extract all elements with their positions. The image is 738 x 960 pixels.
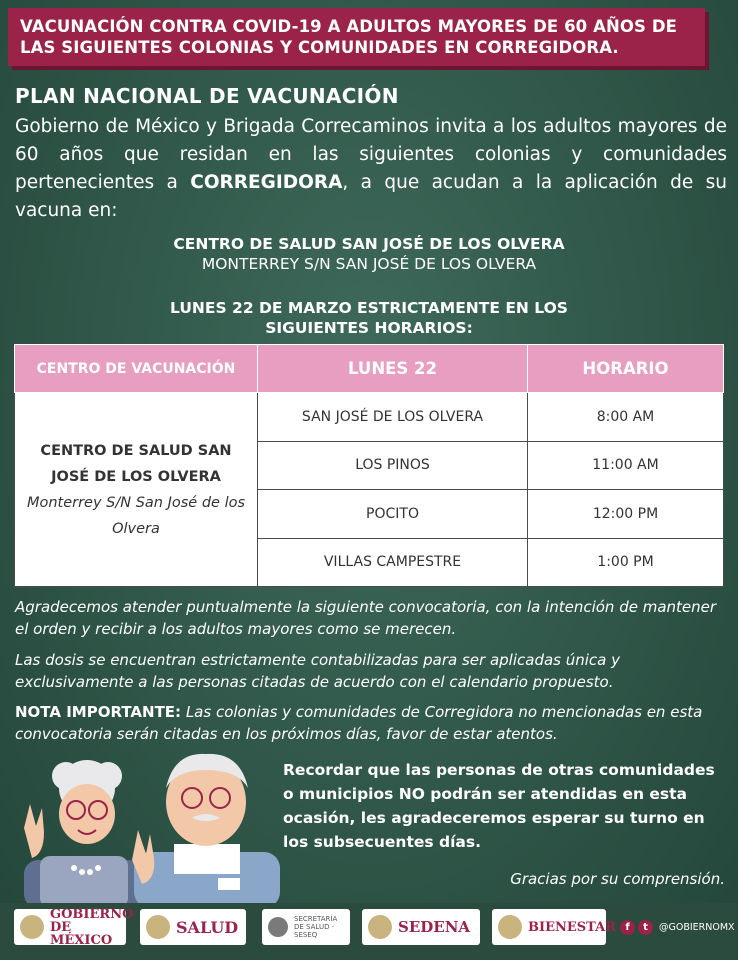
header-vaccination-center: CENTRO DE VACUNACIÓN (15, 345, 258, 393)
schedule-heading-line-1: LUNES 22 DE MARZO ESTRICTAMENTE EN LOS (170, 299, 568, 317)
intro-paragraph (15, 113, 727, 225)
schedule-heading-line-2: SIGUIENTES HORARIOS: (265, 319, 473, 337)
banner-line-2: LAS SIGUIENTES COLONIAS Y COMUNIDADES EN CORREGIDORA. (20, 38, 619, 57)
center-name-line-2: JOSÉ DE LOS OLVERA (51, 468, 221, 485)
reminder-text: Recordar que las personas de otras comunidades o municipios NO podrán ser atendidas en esta ocasión, les agradeceremos esperar su turno en los subsecuentes días. (283, 761, 715, 851)
header-banner (8, 8, 705, 66)
intro-highlight: CORREGIDORA (190, 172, 343, 193)
logo4-text: SEDENA (398, 918, 471, 936)
social-links (620, 920, 735, 935)
schedule-heading (0, 298, 738, 338)
logo5-text: BIENESTAR (528, 919, 617, 935)
doses-paragraph: Las dosis se encuentran estrictamente contabilizadas para ser aplicadas única y exclusivamente a las personas citadas de acuerdo con el calendario propuesto. (15, 651, 621, 691)
footer-logos (0, 903, 738, 960)
community-cell: POCITO (258, 490, 528, 539)
community-cell: VILLAS CAMPESTRE (258, 538, 528, 587)
table-row (15, 393, 724, 442)
community-cell: SAN JOSÉ DE LOS OLVERA (258, 393, 528, 442)
note-label: NOTA IMPORTANTE: (15, 703, 182, 721)
center-address-line-2: Olvera (112, 520, 160, 537)
time-cell: 12:00 PM (528, 490, 724, 539)
twitter-icon[interactable]: t (638, 920, 653, 935)
facebook-icon[interactable]: f (620, 920, 635, 935)
gobierno-mexico-logo (14, 906, 134, 948)
location-name: CENTRO DE SALUD SAN JOSÉ DE LOS OLVERA (173, 235, 565, 253)
gratitude-paragraph: Agradecemos atender puntualmente la siguiente convocatoria, con la intención de mantener el orden y recibir a los adultos mayores como se merecen. (15, 598, 717, 638)
logo2-text: SALUD (176, 917, 239, 937)
vaccination-center-cell (15, 393, 258, 587)
intro-text-before: Gobierno de México y Brigada Correcaminos invita a los adultos mayores de 60 años que residan en las siguientes colonias y comunidades pertenecientes a (15, 116, 727, 193)
logo3-line-2: DE SALUD · SESEQ (294, 923, 334, 939)
time-cell: 8:00 AM (528, 393, 724, 442)
logo1-line-2: MÉXICO (50, 932, 113, 948)
salud-logo (140, 909, 246, 945)
seal-icon (146, 915, 170, 939)
time-cell: 1:00 PM (528, 538, 724, 587)
logo1-line-1: GOBIERNO DE (50, 906, 134, 935)
social-handle[interactable]: @GOBIERNOMX (659, 922, 735, 933)
center-address-line-1: Monterrey S/N San José de los (26, 494, 246, 511)
seal-icon (268, 917, 288, 937)
center-name-line-1: CENTRO DE SALUD SAN (40, 442, 232, 459)
seal-icon (368, 915, 392, 939)
logo3-line-1: SECRETARÍA (294, 915, 338, 923)
grandmother-figure (24, 760, 142, 908)
note-text: Las colonias y comunidades de Corregidora no mencionadas en esta convocatoria serán citadas en los próximos días, favor de estar atentos. (15, 703, 703, 743)
bienestar-logo (492, 909, 617, 945)
important-note (15, 701, 725, 745)
seal-icon (20, 915, 44, 939)
seal-icon (498, 915, 522, 939)
seseq-logo (262, 909, 350, 945)
time-cell: 11:00 AM (528, 441, 724, 490)
page-title: PLAN NACIONAL DE VACUNACIÓN (15, 84, 399, 108)
intro-text-after: , a que acudan a la aplicación de su vacuna en: (15, 172, 727, 221)
table-header-row (15, 345, 724, 393)
schedule-table (14, 344, 724, 587)
grandfather-figure (132, 754, 280, 908)
header-time: HORARIO (528, 345, 724, 393)
sedena-logo (362, 909, 480, 945)
community-cell: LOS PINOS (258, 441, 528, 490)
elderly-couple-illustration (14, 748, 282, 908)
location-block (0, 234, 738, 274)
thanks-text: Gracias por su comprensión. (510, 870, 725, 888)
banner-line-1: VACUNACIÓN CONTRA COVID-19 A ADULTOS MAYORES DE 60 AÑOS DE (20, 17, 678, 36)
location-address: MONTERREY S/N SAN JOSÉ DE LOS OLVERA (201, 255, 537, 273)
header-day: LUNES 22 (258, 345, 528, 393)
